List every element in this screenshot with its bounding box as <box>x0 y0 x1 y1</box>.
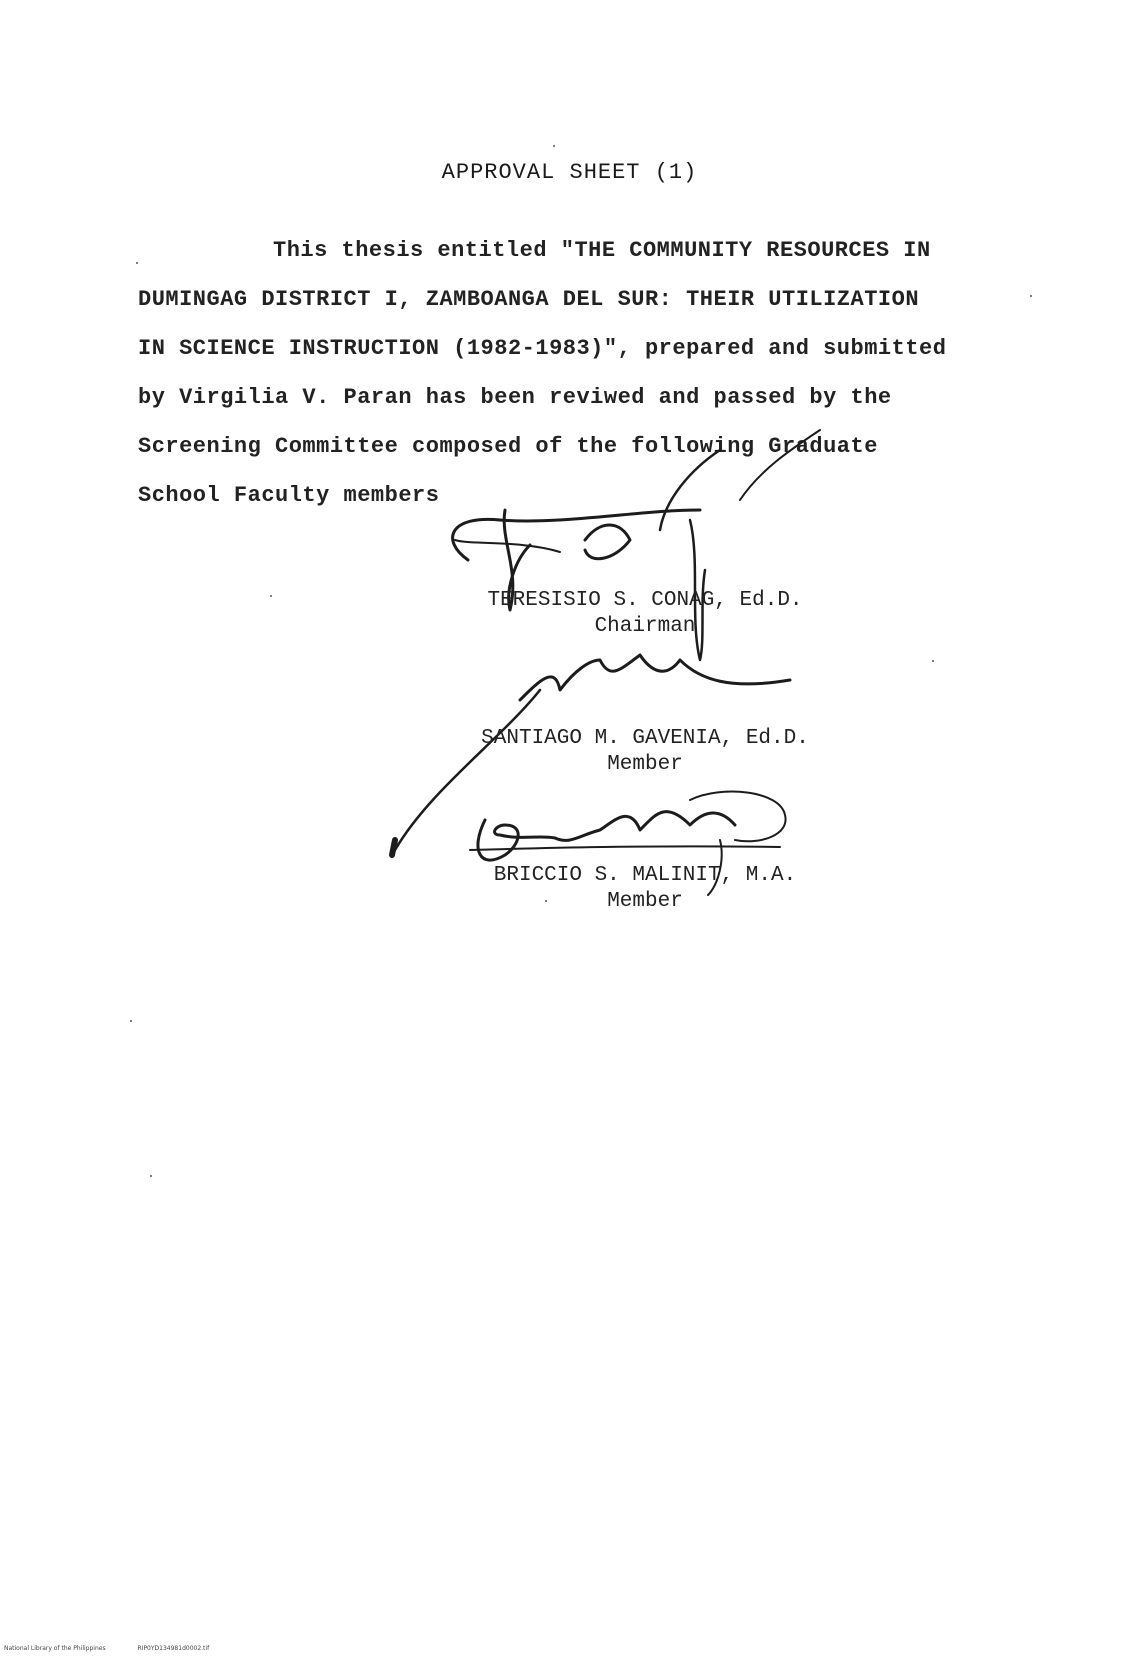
paragraph-line: Screening Committee composed of the following Graduate <box>138 434 878 459</box>
scan-footer <box>4 1645 239 1652</box>
scan-speck <box>553 145 555 147</box>
scan-speck <box>130 1020 132 1022</box>
committee-member-role: Chairman <box>594 615 696 638</box>
scan-speck <box>270 595 272 597</box>
paragraph-line: IN SCIENCE INSTRUCTION (1982-1983)", prepared and submitted <box>138 336 947 361</box>
committee-member-2 <box>395 863 895 915</box>
scan-speck <box>136 262 138 264</box>
committee-member-role: Member <box>607 890 683 913</box>
scan-speck <box>932 660 934 662</box>
paragraph-line: This thesis entitled "THE COMMUNITY RESOURCES IN <box>273 238 931 263</box>
scan-speck <box>150 1175 152 1177</box>
signature-member-1 <box>520 655 790 700</box>
paragraph-line: by Virgilia V. Paran has been reviwed and passed by the <box>138 385 892 410</box>
page-title: APPROVAL SHEET (1) <box>441 160 698 185</box>
paragraph-line: School Faculty members <box>138 483 440 508</box>
committee-member-name: TERESISIO S. CONAG, Ed.D. <box>487 589 803 612</box>
footer-file-id: RIP0YD134981d0002.tif <box>137 1645 210 1652</box>
scan-speck <box>545 900 547 902</box>
footer-library: National Library of the Philippines <box>4 1645 106 1652</box>
paragraph-line: DUMINGAG DISTRICT I, ZAMBOANGA DEL SUR: THEIR UTILIZATION <box>138 287 920 312</box>
committee-chairman <box>395 588 895 640</box>
committee-member-name: SANTIAGO M. GAVENIA, Ed.D. <box>481 727 809 750</box>
approval-paragraph <box>138 226 1018 520</box>
committee-member-role: Member <box>607 753 683 776</box>
signature-member-2 <box>478 812 735 860</box>
committee-member-1 <box>395 726 895 778</box>
committee-member-name: BRICCIO S. MALINIT, M.A. <box>493 864 797 887</box>
scan-speck <box>1030 295 1032 297</box>
